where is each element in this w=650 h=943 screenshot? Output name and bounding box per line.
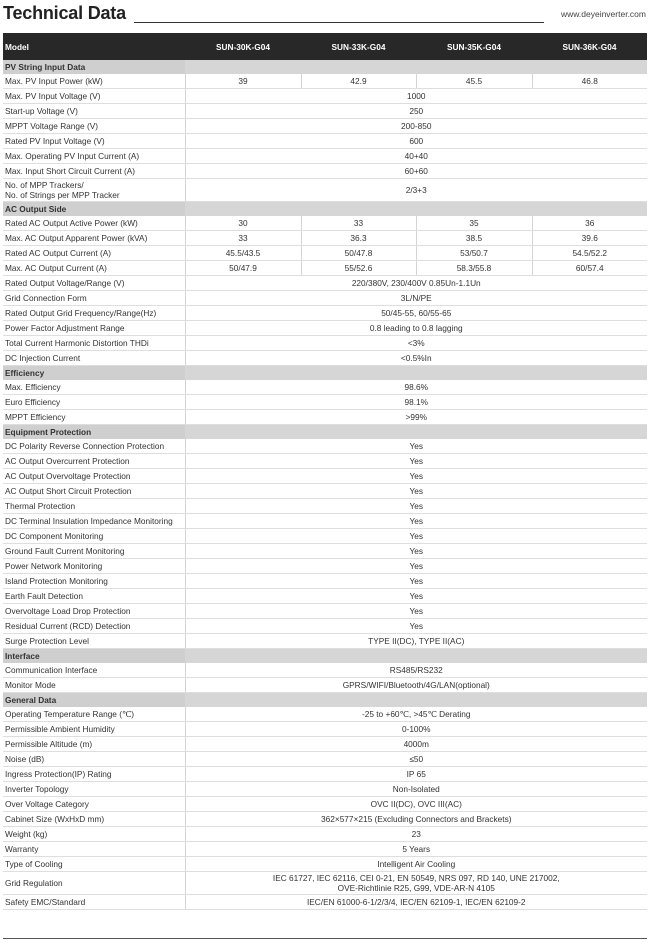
cell-value-text: Yes [409, 591, 424, 601]
row-label-text: Max. PV Input Voltage (V) [5, 91, 101, 101]
cell-value-text: 0.8 leading to 0.8 lagging [369, 323, 463, 333]
cell-value-merged [185, 752, 647, 767]
table-row [3, 104, 647, 119]
table-row [3, 469, 647, 484]
table-row [3, 410, 647, 425]
row-label [3, 559, 185, 574]
row-label-text: Max. Operating PV Input Current (A) [5, 151, 140, 161]
row-label-text: Surge Protection Level [5, 636, 89, 646]
section-fill [185, 202, 647, 217]
section-title: Interface [3, 649, 185, 664]
cell-value-merged [185, 164, 647, 179]
cell-value-merged [185, 321, 647, 336]
table-row [3, 89, 647, 104]
row-label [3, 499, 185, 514]
cell-value-merged [185, 812, 647, 827]
table-row [3, 231, 647, 246]
cell-value-merged [185, 276, 647, 291]
table-row [3, 380, 647, 395]
row-label-text: Max. AC Output Current (A) [5, 263, 107, 273]
cell-value-text: Yes [409, 456, 424, 466]
row-label [3, 410, 185, 425]
cell-value-text: Yes [409, 606, 424, 616]
cell-value-merged [185, 119, 647, 134]
cell-value-text: Yes [409, 576, 424, 586]
section-header-row [3, 366, 647, 381]
row-label [3, 544, 185, 559]
section-header-row [3, 649, 647, 664]
table-row [3, 782, 647, 797]
row-label-text: Ingress Protection(IP) Rating [5, 769, 112, 779]
cell-value: 45.5 [416, 74, 532, 89]
cell-value-text: 98.1% [404, 397, 429, 407]
row-label-text: Inverter Topology [5, 784, 69, 794]
table-row [3, 336, 647, 351]
row-label-text: No. of MPP Trackers/ [5, 180, 84, 190]
row-label-text: Grid Connection Form [5, 293, 87, 303]
table-row [3, 179, 647, 202]
section-fill [185, 649, 647, 664]
row-label [3, 306, 185, 321]
table-row [3, 678, 647, 693]
cell-value-merged [185, 797, 647, 812]
section-header-row [3, 202, 647, 217]
table-row [3, 276, 647, 291]
table-row [3, 291, 647, 306]
row-label [3, 321, 185, 336]
cell-value-merged [185, 291, 647, 306]
cell-value-merged [185, 410, 647, 425]
cell-value: 45.5/43.5 [185, 246, 301, 261]
row-label-text: Grid Regulation [5, 878, 63, 888]
cell-value-text: Intelligent Air Cooling [377, 859, 456, 869]
cell-value-merged [185, 722, 647, 737]
row-label [3, 619, 185, 634]
cell-value-text: GPRS/WIFI/Bluetooth/4G/LAN(optional) [342, 680, 490, 690]
row-label-text: Thermal Protection [5, 501, 76, 511]
cell-value-text: 23 [411, 829, 421, 839]
cell-value-text: Yes [409, 471, 424, 481]
row-label [3, 291, 185, 306]
table-row [3, 752, 647, 767]
cell-value-merged [185, 895, 647, 910]
table-row [3, 119, 647, 134]
row-label-text: AC Output Overvoltage Protection [5, 471, 131, 481]
row-label-text-line2: No. of Strings per MPP Tracker [5, 190, 120, 200]
cell-value-text: Yes [409, 501, 424, 511]
row-label-text: Overvoltage Load Drop Protection [5, 606, 131, 616]
model-header: SUN-35K-G04 [416, 33, 532, 60]
cell-value-text: Yes [409, 486, 424, 496]
model-header: SUN-36K-G04 [532, 33, 647, 60]
table-row [3, 529, 647, 544]
table-row [3, 134, 647, 149]
cell-value-merged [185, 544, 647, 559]
row-label-text: Cabinet Size (WxHxD mm) [5, 814, 105, 824]
cell-value-text: 5 Years [402, 844, 431, 854]
row-label-text: Monitor Mode [5, 680, 56, 690]
row-label [3, 104, 185, 119]
row-label [3, 678, 185, 693]
cell-value-merged [185, 306, 647, 321]
row-label [3, 895, 185, 910]
cell-value-merged [185, 89, 647, 104]
cell-value-merged [185, 604, 647, 619]
row-label [3, 454, 185, 469]
row-label-text: Type of Cooling [5, 859, 63, 869]
row-label [3, 179, 185, 202]
row-label-text: Max. Input Short Circuit Current (A) [5, 166, 136, 176]
cell-value-text: ≤50 [409, 754, 424, 764]
cell-value-merged [185, 454, 647, 469]
cell-value-merged [185, 827, 647, 842]
cell-value-merged [185, 767, 647, 782]
row-label [3, 752, 185, 767]
row-label [3, 231, 185, 246]
table-row [3, 895, 647, 910]
table-row [3, 857, 647, 872]
section-title: PV String Input Data [3, 60, 185, 74]
row-label-text: AC Output Overcurrent Protection [5, 456, 130, 466]
cell-value: 30 [185, 216, 301, 231]
cell-value-merged [185, 872, 647, 895]
table-row [3, 737, 647, 752]
row-label-text: Max. PV Input Power (kW) [5, 76, 103, 86]
cell-value-merged [185, 619, 647, 634]
section-fill [185, 366, 647, 381]
cell-value: 46.8 [532, 74, 647, 89]
table-row [3, 351, 647, 366]
row-label [3, 164, 185, 179]
title-rule [134, 22, 544, 23]
row-label [3, 722, 185, 737]
row-label [3, 663, 185, 678]
section-title: General Data [3, 693, 185, 708]
table-row [3, 439, 647, 454]
cell-value-merged [185, 857, 647, 872]
row-label [3, 261, 185, 276]
table-header-row [3, 33, 647, 60]
section-header-row [3, 425, 647, 440]
cell-value-text: IP 65 [406, 769, 426, 779]
cell-value-merged [185, 663, 647, 678]
cell-value: 55/52.6 [301, 261, 416, 276]
table-row [3, 589, 647, 604]
cell-value-text: TYPE II(DC), TYPE II(AC) [368, 636, 465, 646]
footer-rule [3, 938, 647, 939]
cell-value-merged [185, 336, 647, 351]
cell-value-merged [185, 439, 647, 454]
row-label [3, 469, 185, 484]
table-row [3, 261, 647, 276]
cell-value: 50/47.9 [185, 261, 301, 276]
row-label [3, 529, 185, 544]
model-header: SUN-30K-G04 [185, 33, 301, 60]
row-label-text: Ground Fault Current Monitoring [5, 546, 125, 556]
page-header [3, 0, 647, 30]
cell-value-text: -25 to +60℃, >45℃ Derating [361, 709, 471, 719]
row-label-text: MPPT Efficiency [5, 412, 66, 422]
row-label-text: Residual Current (RCD) Detection [5, 621, 131, 631]
cell-value-merged [185, 134, 647, 149]
table-row [3, 395, 647, 410]
row-label-text: Rated Output Grid Frequency/Range(Hz) [5, 308, 157, 318]
row-label-text: Permissible Ambient Humidity [5, 724, 115, 734]
row-label [3, 276, 185, 291]
row-label [3, 872, 185, 895]
table-row [3, 574, 647, 589]
cell-value-text: Yes [409, 516, 424, 526]
cell-value: 36.3 [301, 231, 416, 246]
row-label-text: Total Current Harmonic Distortion THDi [5, 338, 149, 348]
row-label [3, 484, 185, 499]
row-label [3, 336, 185, 351]
cell-value-merged [185, 514, 647, 529]
row-label-text: Power Network Monitoring [5, 561, 103, 571]
table-row [3, 767, 647, 782]
row-label-text: DC Terminal Insulation Impedance Monitoring [5, 516, 173, 526]
row-label-text: DC Injection Current [5, 353, 81, 363]
cell-value-text: 250 [409, 106, 424, 116]
table-row [3, 842, 647, 857]
cell-value-merged [185, 351, 647, 366]
cell-value-text: 1000 [407, 91, 426, 101]
cell-value-merged [185, 842, 647, 857]
cell-value-text: 40+40 [404, 151, 428, 161]
table-row [3, 484, 647, 499]
row-label [3, 857, 185, 872]
cell-value: 53/50.7 [416, 246, 532, 261]
row-label-text: Max. Efficiency [5, 382, 61, 392]
cell-value-text: >99% [405, 412, 427, 422]
cell-value-text: 2/3+3 [405, 185, 427, 195]
table-row [3, 872, 647, 895]
row-label [3, 707, 185, 722]
table-row [3, 827, 647, 842]
cell-value-text: IEC/EN 61000-6-1/2/3/4, IEC/EN 62109-1, IEC/EN 62109-2 [306, 897, 526, 907]
cell-value-text: Yes [409, 531, 424, 541]
row-label [3, 737, 185, 752]
section-header-row [3, 693, 647, 708]
cell-value-text: Non-Isolated [392, 784, 440, 794]
table-row [3, 149, 647, 164]
row-label [3, 514, 185, 529]
row-label [3, 589, 185, 604]
cell-value: 35 [416, 216, 532, 231]
cell-value-merged [185, 469, 647, 484]
cell-value-merged [185, 707, 647, 722]
cell-value-text-line2: OVE-Richtlinie R25, G99, VDE-AR-N 4105 [337, 883, 495, 893]
row-label-text: Noise (dB) [5, 754, 45, 764]
table-row [3, 619, 647, 634]
cell-value-text: RS485/RS232 [389, 665, 443, 675]
row-label-text: Max. AC Output Apparent Power (kVA) [5, 233, 148, 243]
cell-value: 58.3/55.8 [416, 261, 532, 276]
row-label-text: Rated Output Voltage/Range (V) [5, 278, 125, 288]
cell-value-text: 60+60 [404, 166, 428, 176]
row-label-text: Euro Efficiency [5, 397, 61, 407]
cell-value-merged [185, 104, 647, 119]
cell-value-merged [185, 179, 647, 202]
table-row [3, 812, 647, 827]
row-label-text: Communication Interface [5, 665, 98, 675]
table-row [3, 321, 647, 336]
cell-value-merged [185, 678, 647, 693]
row-label-text: DC Polarity Reverse Connection Protection [5, 441, 165, 451]
cell-value: 42.9 [301, 74, 416, 89]
row-label [3, 74, 185, 89]
cell-value: 54.5/52.2 [532, 246, 647, 261]
row-label [3, 604, 185, 619]
row-label [3, 827, 185, 842]
row-label-text: Operating Temperature Range (℃) [5, 709, 135, 719]
cell-value-text: <0.5%In [400, 353, 432, 363]
cell-value-merged [185, 484, 647, 499]
section-fill [185, 425, 647, 440]
row-label-text: Weight (kg) [5, 829, 48, 839]
table-row [3, 514, 647, 529]
cell-value-merged [185, 499, 647, 514]
row-label [3, 797, 185, 812]
cell-value: 33 [185, 231, 301, 246]
row-label [3, 439, 185, 454]
cell-value-merged [185, 559, 647, 574]
cell-value: 33 [301, 216, 416, 231]
row-label [3, 634, 185, 649]
row-label [3, 380, 185, 395]
section-title: AC Output Side [3, 202, 185, 217]
row-label [3, 351, 185, 366]
section-title: Efficiency [3, 366, 185, 381]
row-label [3, 782, 185, 797]
section-title: Equipment Protection [3, 425, 185, 440]
cell-value-merged [185, 589, 647, 604]
cell-value-text: IEC 61727, IEC 62116, CEI 0-21, EN 50549, NRS 097, RD 140, UNE 217002, [272, 873, 560, 883]
row-label [3, 842, 185, 857]
cell-value-text: <3% [407, 338, 425, 348]
row-label-text: DC Component Monitoring [5, 531, 104, 541]
row-label-text: Start-up Voltage (V) [5, 106, 78, 116]
row-label-text: Warranty [5, 844, 39, 854]
row-label [3, 812, 185, 827]
table-row [3, 663, 647, 678]
row-label [3, 89, 185, 104]
cell-value-merged [185, 529, 647, 544]
cell-value-text: 200-850 [401, 121, 432, 131]
table-row [3, 634, 647, 649]
cell-value-merged [185, 782, 647, 797]
row-label-text: Rated PV Input Voltage (V) [5, 136, 105, 146]
section-fill [185, 60, 647, 74]
cell-value-text: Yes [409, 561, 424, 571]
cell-value-text: 362×577×215 (Excluding Connectors and Brackets) [321, 814, 512, 824]
cell-value-text: 4000m [403, 739, 429, 749]
row-label [3, 246, 185, 261]
row-label-text: Over Voltage Category [5, 799, 89, 809]
cell-value-text: 3L/N/PE [400, 293, 432, 303]
cell-value-merged [185, 395, 647, 410]
table-row [3, 559, 647, 574]
row-label [3, 574, 185, 589]
cell-value: 36 [532, 216, 647, 231]
cell-value-text: Yes [409, 621, 424, 631]
cell-value-text: Yes [409, 441, 424, 451]
row-label [3, 767, 185, 782]
cell-value-merged [185, 380, 647, 395]
table-row [3, 797, 647, 812]
row-label-text: Safety EMC/Standard [5, 897, 86, 907]
row-label-text: Rated AC Output Active Power (kW) [5, 218, 138, 228]
table-row [3, 74, 647, 89]
row-label [3, 149, 185, 164]
table-row [3, 604, 647, 619]
table-row [3, 216, 647, 231]
cell-value-text: 0-100% [401, 724, 431, 734]
row-label [3, 216, 185, 231]
row-label-text: Rated AC Output Current (A) [5, 248, 112, 258]
cell-value: 38.5 [416, 231, 532, 246]
table-row [3, 454, 647, 469]
row-label [3, 395, 185, 410]
cell-value-merged [185, 574, 647, 589]
cell-value-merged [185, 737, 647, 752]
cell-value-text: 50/45-55, 60/55-65 [381, 308, 452, 318]
model-header: SUN-33K-G04 [301, 33, 416, 60]
row-label-text: Island Protection Monitoring [5, 576, 108, 586]
cell-value-text: 98.6% [404, 382, 429, 392]
cell-value-text: Yes [409, 546, 424, 556]
row-label-text: Earth Fault Detection [5, 591, 83, 601]
table-row [3, 707, 647, 722]
page-title: Technical Data [3, 3, 126, 23]
technical-data-table [3, 33, 647, 910]
cell-value: 39.6 [532, 231, 647, 246]
row-label-text: AC Output Short Circuit Protection [5, 486, 132, 496]
row-label-text: Power Factor Adjustment Range [5, 323, 125, 333]
cell-value-merged [185, 149, 647, 164]
row-label [3, 134, 185, 149]
cell-value-merged [185, 634, 647, 649]
cell-value-text: 600 [409, 136, 424, 146]
header-label: Model [3, 33, 185, 60]
cell-value: 50/47.8 [301, 246, 416, 261]
website-link[interactable]: www.deyeinverter.com [560, 9, 646, 19]
table-row [3, 544, 647, 559]
row-label-text: MPPT Voltage Range (V) [5, 121, 99, 131]
cell-value-text: OVC II(DC), OVC III(AC) [370, 799, 462, 809]
section-fill [185, 693, 647, 708]
table-row [3, 164, 647, 179]
row-label-text: Permissible Altitude (m) [5, 739, 93, 749]
row-label [3, 119, 185, 134]
cell-value: 39 [185, 74, 301, 89]
cell-value: 60/57.4 [532, 261, 647, 276]
table-row [3, 246, 647, 261]
cell-value-text: 220/380V, 230/400V 0.85Un-1.1Un [351, 278, 481, 288]
table-row [3, 306, 647, 321]
table-row [3, 722, 647, 737]
table-row [3, 499, 647, 514]
section-header-row [3, 60, 647, 74]
